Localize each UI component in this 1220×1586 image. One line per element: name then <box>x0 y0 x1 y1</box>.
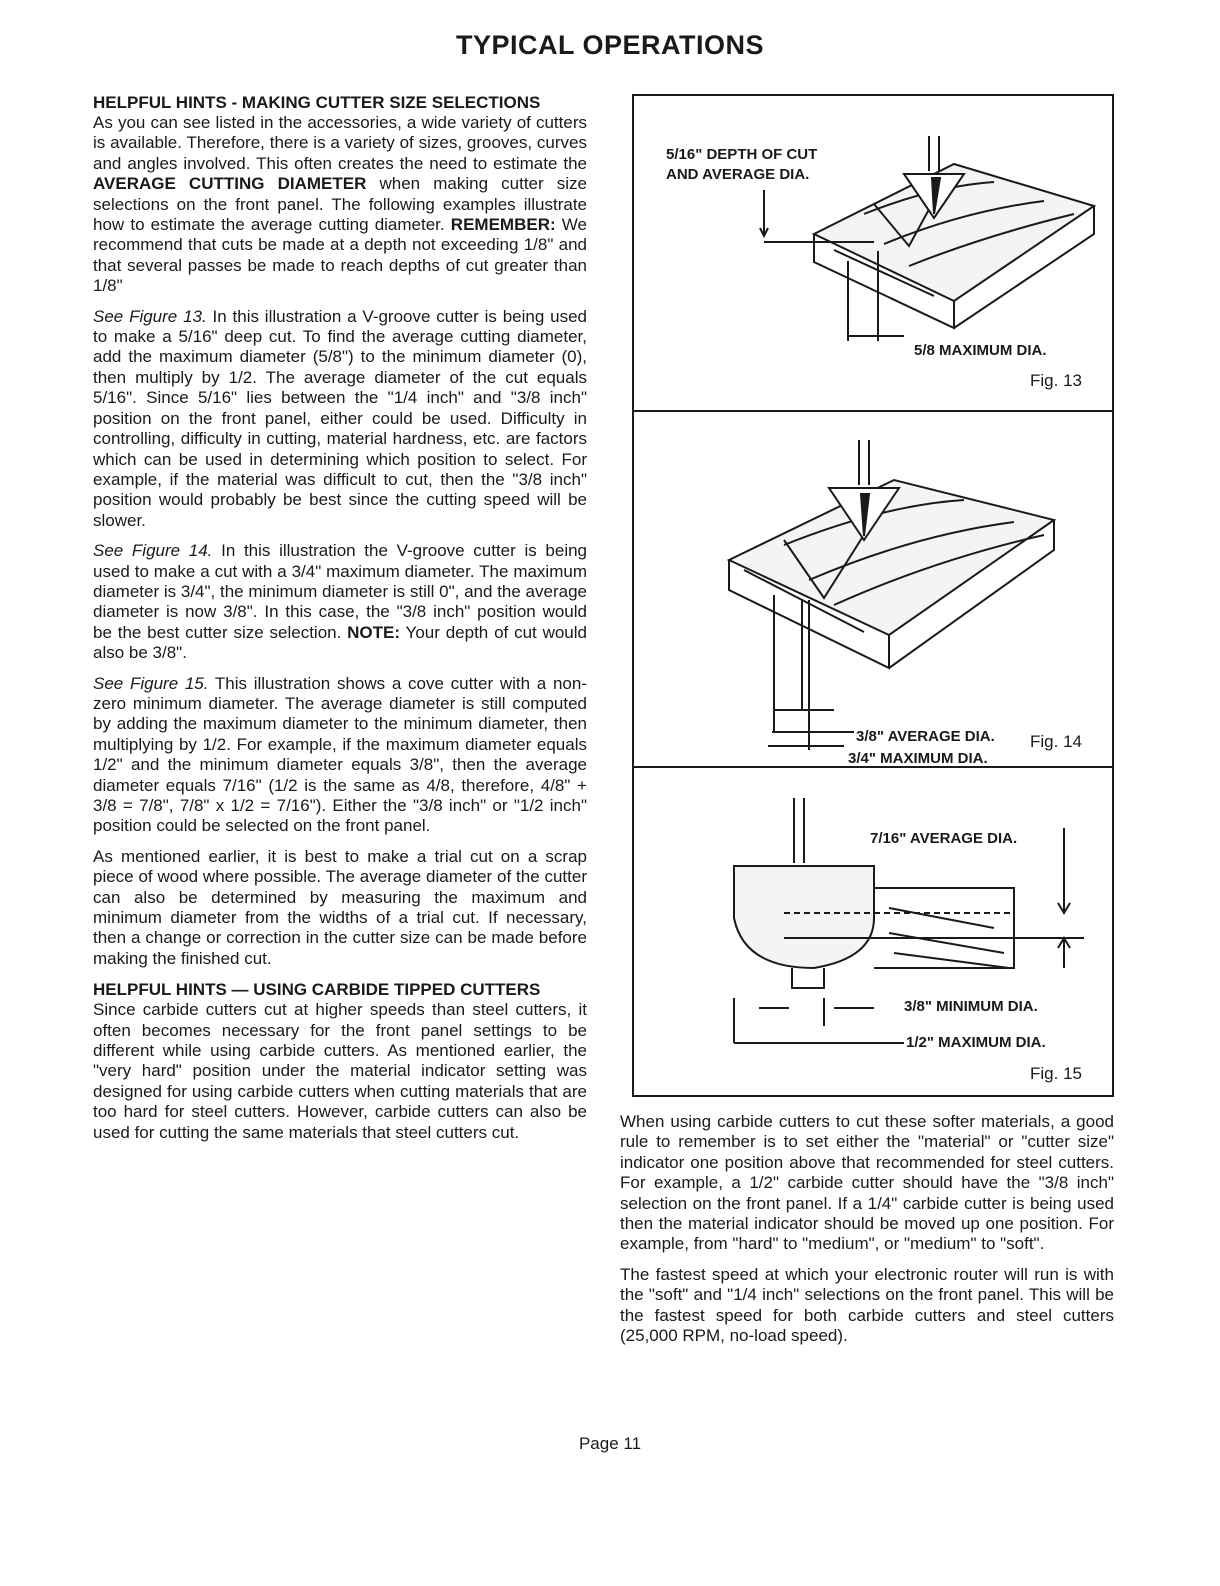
figure-14-text: In this illustration the V-groove cutter is being used to make a cut with a 3/4" maximum diameter. The maximum diameter is 3/4", the minimum diameter is still 0", and the average diameter is now 3/8". In this case, the "3/8 inch" position would be the best cutter size selection. <box>93 541 588 642</box>
average-cutting-diameter-term: AVERAGE CUTTING DIAMETER <box>93 174 367 194</box>
fig13-label: Fig. 13 <box>1030 371 1082 390</box>
fig15-avg-label: 7/16" AVERAGE DIA. <box>870 830 1018 847</box>
figures-frame <box>632 94 1114 1097</box>
section-heading-cutter-size: HELPFUL HINTS - MAKING CUTTER SIZE SELECTIONS <box>93 93 541 112</box>
figure-15 <box>634 768 1112 1097</box>
carbide-paragraph: Since carbide cutters cut at higher speeds than steel cutters, it often becomes necessary for the front panel settings to be different while using carbide cutters. As mentioned earlier, the "very hard" position under the material indicator setting was designed for using carbide cutters when cutting materials that are too hard for steel cutters. However, carbide cutters can also be used for cutting the same materials that steel cutters cut. <box>93 1000 587 1142</box>
figure-13 <box>634 96 1112 412</box>
right-column <box>620 1112 1114 1346</box>
fig15-min-label: 3/8" MINIMUM DIA. <box>904 998 1038 1015</box>
fig15-max-label: 1/2" MAXIMUM DIA. <box>906 1034 1046 1051</box>
page-title: TYPICAL OPERATIONS <box>455 30 765 60</box>
page-number: Page 11 <box>578 1434 642 1453</box>
intro-text-c: when making cutter size selections on the front panel. The following examples illustrate how to estimate the average cutting diameter. <box>93 174 587 235</box>
left-column <box>93 92 587 1143</box>
trial-cut-paragraph: As mentioned earlier, it is best to make a trial cut on a scrap piece of wood where possible. The average diameter of the cutter can also be determined by measuring the maximum and minimum diameter from the widths of a trial cut. If necessary, then a change or correction in the cutter size can be made before making the finished cut. <box>93 846 587 968</box>
fig14-label: Fig. 14 <box>1030 732 1082 751</box>
figure-13-paragraph <box>93 307 587 531</box>
figure-13-drawing <box>634 96 1112 410</box>
figure-13-text: In this illustration a V-groove cutter is being used to make a 5/16" deep cut. To find the average cutting diameter, add the maximum diameter (5/8") to the minimum diameter (0), then multiply by 1/2. The average diameter of the cut equals 5/16". Since 5/16" lies between the "1/4 inch" and "3/8 inch" position on the front panel, either could be used. Difficulty in controlling, difficulty in cutting, material hardness, etc. are factors which can be used in determining which position to select. For example, if the material was difficult to cut, then the "3/8 inch" position would probably be best since the cutting speed will be slower. <box>93 306 587 530</box>
fig14-avg-label: 3/8" AVERAGE DIA. <box>856 728 995 745</box>
fig14-max-label: 3/4" MAXIMUM DIA. <box>848 750 988 767</box>
carbide-rule-paragraph: When using carbide cutters to cut these softer materials, a good rule to remember is to set either the "material" or "cutter size" indicator one position above that recommended for steel cutters. For example, a 1/2" carbide cutter should have the "3/8 inch" selection on the front panel. If a 1/4" carbide cutter is being used then the material indicator should be moved up one position. For example, from "hard" to "medium", or "medium" to "soft". <box>620 1112 1114 1254</box>
fig15-label: Fig. 15 <box>1030 1064 1082 1083</box>
intro-text-e: We recommend that cuts be made at a depth not exceeding 1/8" and that several passes be made to reach depths of cut greater than 1/8" <box>93 215 587 296</box>
note-text: Your depth of cut would also be 3/8". <box>93 622 587 663</box>
figure-14 <box>634 410 1112 768</box>
remember-label: REMEMBER: <box>450 215 556 235</box>
fig13-max-label: 5/8 MAXIMUM DIA. <box>914 342 1047 359</box>
fig13-depth-label-line1: 5/16" DEPTH OF CUT <box>666 146 818 163</box>
figure-14-drawing <box>634 410 1112 766</box>
figure-14-ref: See Figure 14. <box>93 541 213 561</box>
figure-13-ref: See Figure 13. <box>93 306 207 326</box>
fastest-speed-paragraph: The fastest speed at which your electronic router will run is with the "soft" and "1/4 inch" selections on the front panel. This will be the fastest speed for both carbide cutters and steel cutters (25,000 RPM, no-load speed). <box>620 1264 1114 1346</box>
figure-14-paragraph <box>93 541 587 663</box>
fig13-depth-label-line2: AND AVERAGE DIA. <box>666 166 810 183</box>
intro-paragraph <box>93 113 587 297</box>
figure-15-ref: See Figure 15. <box>93 673 209 693</box>
figure-15-paragraph <box>93 674 587 837</box>
figure-15-text: This illustration shows a cove cutter with a non-zero minimum diameter. The average diameter is still computed by adding the maximum diameter to the minimum diameter, then multiplying by 1/2. For example, if the maximum diameter equals 1/2" and the minimum diameter equals 3/8", then the average diameter equals 7/16" (1/2 is the same as 4/8, therefore, 4/8" + 3/8 = 7/8", 7/8" x 1/2 = 7/16"). Either the "3/8 inch" or "1/2 inch" position could be selected on the front panel. <box>93 673 587 836</box>
intro-text-a: As you can see listed in the accessories, a wide variety of cutters is available. Therefore, there is a variety of sizes, grooves, curves and angles involved. This often creates the need to estimate the <box>93 113 587 173</box>
section-heading-carbide: HELPFUL HINTS — USING CARBIDE TIPPED CUTTERS <box>93 980 541 1000</box>
note-label: NOTE: <box>347 622 401 642</box>
